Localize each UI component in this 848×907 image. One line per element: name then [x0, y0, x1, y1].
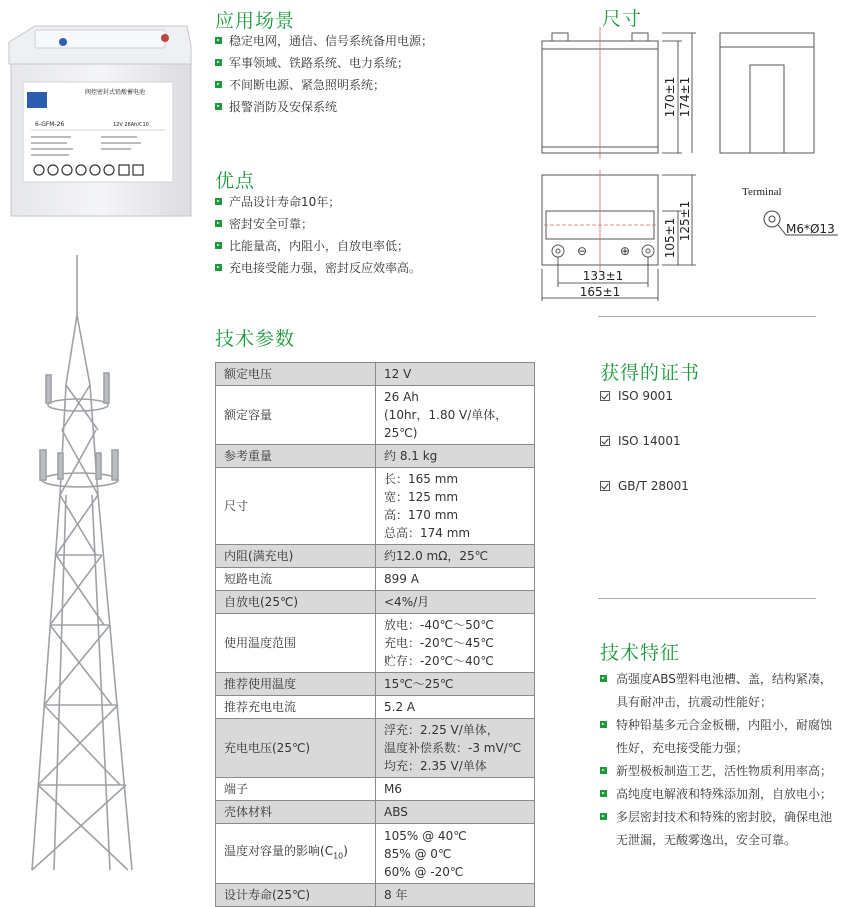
- dim-174: 174±1: [678, 76, 692, 118]
- checkbox-icon: [600, 436, 610, 446]
- list-item: 充电接受能力强，密封反应效率高。: [215, 257, 421, 279]
- battery-photo: [5, 22, 195, 220]
- table-value: 约12.0 mΩ，25℃: [376, 545, 535, 568]
- table-key: 壳体材料: [216, 801, 376, 824]
- certificate-item: GB/T 28001: [600, 479, 689, 493]
- list-item: 比能量高，内阻小，自放电率低；: [215, 235, 421, 257]
- table-key: 参考重量: [216, 445, 376, 468]
- table-value: ABS: [376, 801, 535, 824]
- tech-params-title: 技术参数: [215, 328, 296, 350]
- dim-105: 105±1: [663, 217, 677, 259]
- terminal-label: Terminal: [742, 186, 782, 198]
- table-row: [216, 884, 535, 907]
- divider: [598, 598, 816, 599]
- tech-params-table: [215, 362, 535, 907]
- table-value: 12 V: [376, 363, 535, 386]
- table-value: 8 年: [376, 884, 535, 907]
- table-row: [216, 568, 535, 591]
- certificates-title: 获得的证书: [600, 362, 701, 384]
- list-item: 报警消防及安保系统: [215, 96, 433, 118]
- list-item: 密封安全可靠；: [215, 213, 421, 235]
- battery-label-rating: 12V 26Ah/C10: [113, 122, 149, 128]
- plus-terminal-icon: ⊕: [620, 244, 631, 258]
- table-key: 端子: [216, 778, 376, 801]
- dim-170: 170±1: [663, 76, 677, 118]
- dim-125: 125±1: [678, 200, 692, 242]
- checkbox-icon: [600, 391, 610, 401]
- table-value: 26 Ah (10hr，1.80 V/单体，25℃): [376, 386, 535, 445]
- table-row: [216, 614, 535, 673]
- table-row: [216, 591, 535, 614]
- table-key: 推荐充电电流: [216, 696, 376, 719]
- table-value: 899 A: [376, 568, 535, 591]
- certificate-item: ISO 14001: [600, 434, 681, 448]
- table-value: M6: [376, 778, 535, 801]
- list-item: 产品设计寿命10年；: [215, 191, 421, 213]
- table-key: 额定电压: [216, 363, 376, 386]
- table-key: 自放电(25℃): [216, 591, 376, 614]
- application-title: 应用场景: [215, 10, 296, 32]
- battery-label-title: 阀控密封式铅酸蓄电池: [84, 89, 146, 96]
- divider: [598, 316, 816, 317]
- dim-165: 165±1: [579, 285, 621, 299]
- features-title: 技术特征: [600, 642, 681, 664]
- certificate-item: ISO 9001: [600, 389, 673, 403]
- list-item: 不间断电源、紧急照明系统；: [215, 74, 433, 96]
- advantages-title: 优点: [215, 170, 256, 192]
- table-value: 15℃～25℃: [376, 673, 535, 696]
- advantages-list: [215, 191, 421, 279]
- table-row: [216, 824, 535, 884]
- list-item: 新型极板制造工艺，活性物质利用率高；: [600, 760, 840, 783]
- application-list: [215, 30, 433, 118]
- list-item: 特种铅基多元合金板栅，内阻小，耐腐蚀性好，充电接受能力强；: [600, 714, 840, 760]
- table-row: [216, 468, 535, 545]
- list-item: 多层密封技术和特殊的密封胶，确保电池无泄漏，无酸雾逸出，安全可靠。: [600, 806, 840, 852]
- checkbox-icon: [600, 481, 610, 491]
- list-item: 高纯度电解液和特殊添加剂，自放电小；: [600, 783, 840, 806]
- table-key: 温度对容量的影响$(C_{10})$: [216, 824, 376, 884]
- table-row: [216, 363, 535, 386]
- table-key: 推荐使用温度: [216, 673, 376, 696]
- list-item: 军事领域、铁路系统、电力系统；: [215, 52, 433, 74]
- features-list: [600, 668, 840, 852]
- table-value: 105% @ 40℃ 85% @ 0℃ 60% @ -20℃: [376, 824, 535, 884]
- table-value: 约 8.1 kg: [376, 445, 535, 468]
- table-key: 充电电压(25℃): [216, 719, 376, 778]
- table-value: 5.2 A: [376, 696, 535, 719]
- list-item: 稳定电网，通信、信号系统备用电源；: [215, 30, 433, 52]
- table-key: 使用温度范围: [216, 614, 376, 673]
- table-row: [216, 801, 535, 824]
- telecom-tower-illustration: [0, 255, 180, 870]
- table-row: [216, 673, 535, 696]
- dimensions-title: 尺寸: [602, 8, 643, 30]
- table-key: 尺寸: [216, 468, 376, 545]
- table-key: 设计寿命(25℃): [216, 884, 376, 907]
- table-row: [216, 445, 535, 468]
- table-value: 浮充：2.25 V/单体， 温度补偿系数：-3 mV/℃ 均充：2.35 V/单体: [376, 719, 535, 778]
- table-row: [216, 778, 535, 801]
- terminal-spec: M6*Ø13: [786, 222, 835, 236]
- table-key: 内阻(满充电): [216, 545, 376, 568]
- minus-terminal-icon: ⊖: [577, 244, 588, 258]
- table-key: 短路电流: [216, 568, 376, 591]
- table-row: [216, 386, 535, 445]
- dim-133: 133±1: [582, 269, 624, 283]
- dimension-drawing: [530, 25, 848, 305]
- table-value: <4%/月: [376, 591, 535, 614]
- list-item: 高强度ABS塑料电池槽、盖，结构紧凑，具有耐冲击，抗震动性能好；: [600, 668, 840, 714]
- brand-logo-icon: [27, 92, 47, 108]
- table-row: [216, 719, 535, 778]
- table-value: 长：165 mm 宽：125 mm 高：170 mm 总高：174 mm: [376, 468, 535, 545]
- table-value: 放电：-40℃～50℃ 充电：-20℃～45℃ 贮存：-20℃～40℃: [376, 614, 535, 673]
- battery-label-model: 6-GFM-26: [35, 121, 65, 128]
- table-key: 额定容量: [216, 386, 376, 445]
- table-row: [216, 545, 535, 568]
- table-row: [216, 696, 535, 719]
